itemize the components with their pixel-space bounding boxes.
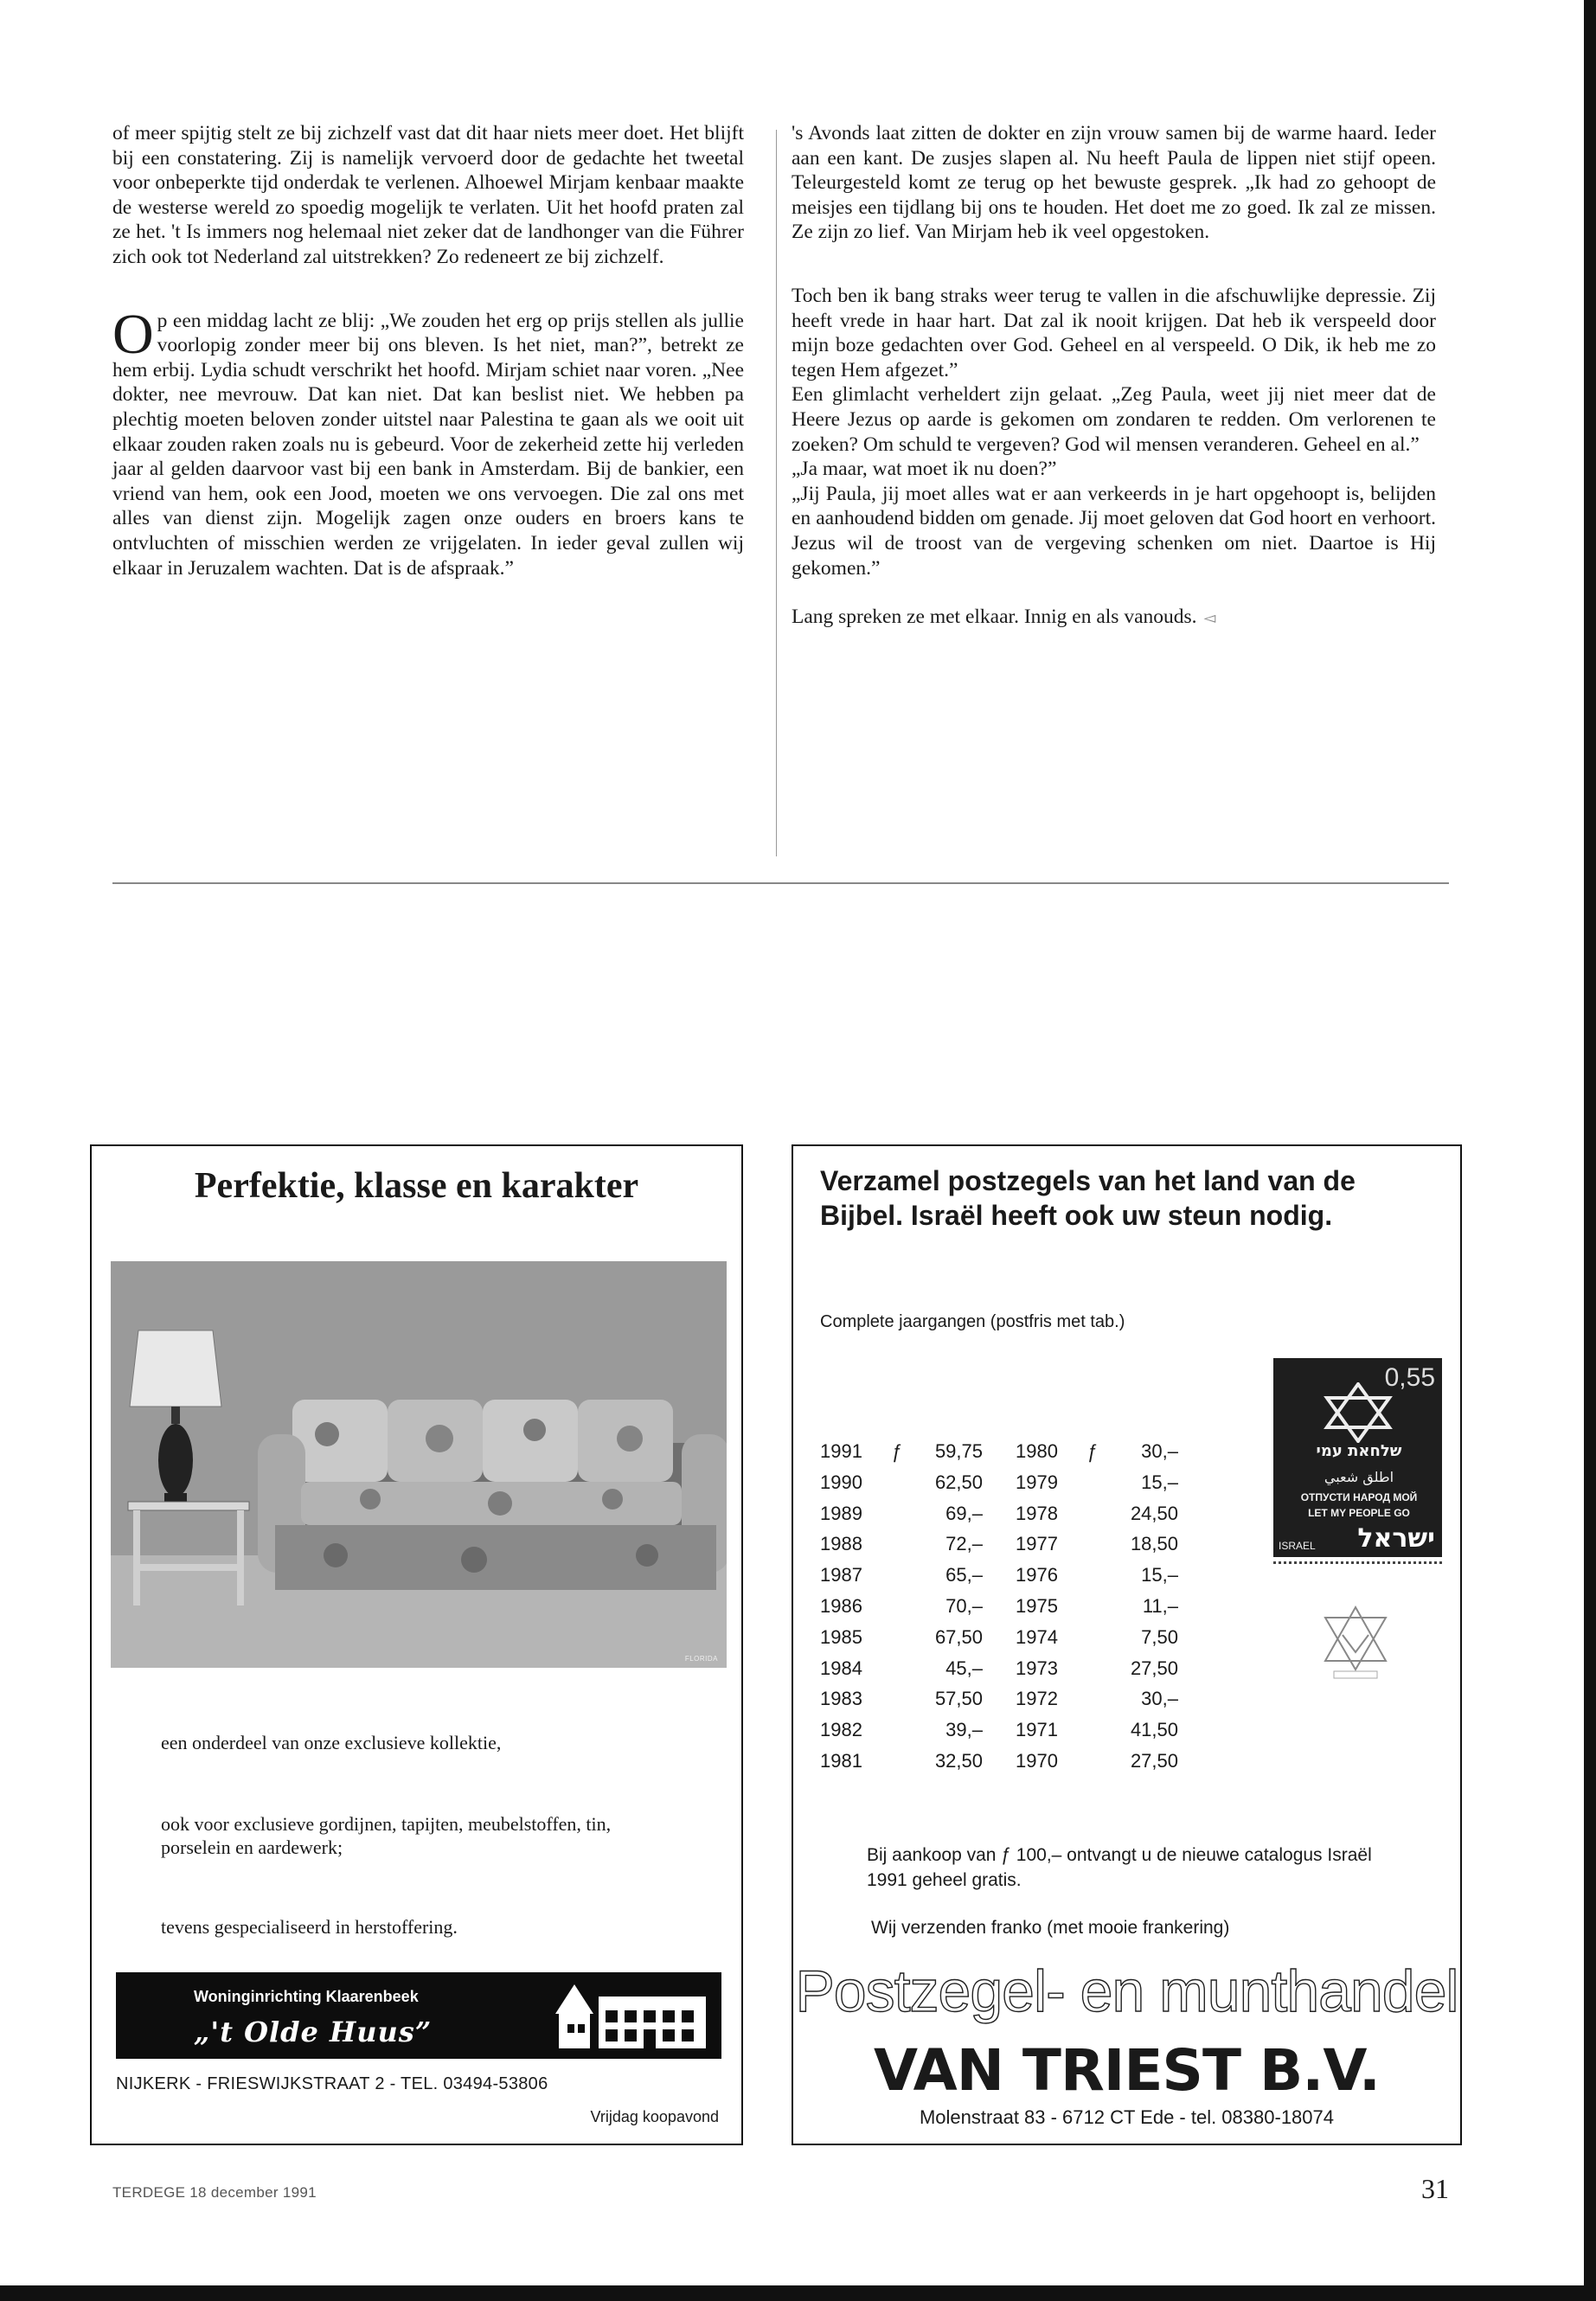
stamp-slogan: ОТПУСТИ НАРОД МОЙ LET MY PEOPLE GO [1300,1491,1418,1519]
stamp-denomination: 0,55 [1384,1363,1435,1392]
article-column-right [792,121,1436,631]
article-paragraph: „Jij Paula, jij moet alles wat er aan verkeerds in je hart opgehoopt is, belijden en aanhoudend bidden om genade. Jij moet geloven dat God hoort en verhoort. Jezus wil de troost van de vergeving schenken om niet. Daartoe is Hij gekomen.” [792,482,1436,580]
price-cell: 41,50 [1130,1719,1178,1741]
year-cell: 1991 [820,1440,862,1462]
price-cell: 30,– [1141,1440,1178,1462]
article-paragraph [112,302,744,581]
price-cell: 65,– [945,1564,983,1586]
stamp-advertisement [792,1144,1462,2145]
year-cell: 1981 [820,1749,862,1772]
year-cell: 1989 [820,1502,862,1524]
shop-address: Molenstraat 83 - 6712 CT Ede - tel. 08380-18074 [919,2106,1334,2128]
article-column-left [112,121,744,580]
currency-cell [1086,1564,1102,1595]
currency-cell [1086,1595,1102,1626]
ad-text-line: tevens gespecialiseerd in herstoffering. [161,1916,458,1938]
shopping-evening: Vrijdag koopavond [590,2108,719,2125]
price-table [820,1440,1178,1781]
year-cell: 1971 [1016,1719,1058,1741]
currency-cell: ƒ [1086,1440,1098,1462]
year-cell: 1973 [1016,1657,1058,1679]
sofa-illustration [111,1261,727,1668]
year-cell: 1990 [820,1471,862,1493]
article-paragraph: of meer spijtig stelt ze bij zichzelf vast dat dit haar niets meer doet. Het blijft bij een constatering. Zij is namelijk vervoerd door de gedachte het tweetal voor onbeperkte tijd onderdak te verlenen. Alhoewel Mirjam kenbaar maakte de westerse wereld zo spoedig mogelijk te verlaten. Uit het hoofd praten zal ze het. 't Is immers nog helemaal niet zeker dat de landhonger van die Führer zich ook tot Nederland zal uitstrekken? Zo redeneert ze bij zichzelf. [112,122,744,268]
price-cell: 39,– [945,1719,983,1741]
end-mark-icon: ◅ [1203,609,1216,627]
price-cell: 27,50 [1130,1749,1178,1772]
shop-name: VAN TRIEST B.V. [874,2037,1380,2104]
price-cell: 72,– [945,1533,983,1555]
price-cell: 15,– [1141,1471,1178,1493]
currency-cell [891,1503,907,1534]
price-row [820,1657,1178,1689]
article-paragraph: Een glimlacht verheldert zijn gelaat. „Zeg Paula, weet jij niet meer dat de Heere Jezus op aarde is gekomen om zondaren te redden. Om verlorenen te zoeken? Om schuld te vergeven? God wil mensen veranderen. Geheel en al.” [792,383,1436,456]
ad-subtitle: Complete jaargangen (postfris met tab.) [820,1312,1125,1331]
price-cell: 27,50 [1130,1657,1178,1679]
article-paragraph: „Ja maar, wat moet ik nu doen?” [792,458,1057,481]
year-cell: 1980 [1016,1440,1058,1462]
article-paragraph: 's Avonds laat zitten de dokter en zijn vrouw samen bij de warme haard. Ieder aan een kant. De zusjes slapen al. Nu heeft Paula de lippen niet stijf opeen. Teleurgesteld komt ze terug op het bewuste gesprek. „Ik had zo gehoopt de meisjes een tijdlang bij ons te houden. Het doet me zo goed. Ik zal ze missen. Ze zijn zo lief. Van Mirjam heb ik veel opgestoken. [792,122,1436,244]
furniture-advertisement [90,1144,743,2145]
year-cell: 1970 [1016,1749,1058,1772]
article-paragraph [792,605,1436,631]
paragraph-text: Lang spreken ze met elkaar. Innig en als vanouds. [792,606,1197,629]
year-cell: 1976 [1016,1564,1058,1586]
price-row [820,1440,1178,1471]
currency-cell [891,1471,907,1503]
price-cell: 32,50 [934,1749,983,1772]
price-row [820,1626,1178,1657]
price-cell: 15,– [1141,1564,1178,1586]
store-subtitle: Woninginrichting Klaarenbeek [194,1988,419,2005]
store-address: NIJKERK - FRIESWIJKSTRAAT 2 - TEL. 03494-53806 [116,2074,548,2093]
ad-headline: Perfektie, klasse en karakter [194,1166,639,1206]
year-cell: 1983 [820,1688,862,1710]
stamp-perforation [1273,1561,1442,1564]
price-row [820,1533,1178,1564]
scan-edge-right [1584,0,1596,2301]
price-row [820,1595,1178,1626]
price-cell: 59,75 [934,1440,983,1462]
paragraph-text: p een middag lacht ze blij: „We zouden het erg op prijs stellen als jullie voorlopig zonder meer bij ons bleven. Is het niet, man?”, betrekt ze hem erbij. Lydia schudt verschrikt het hoofd. Mirjam schiet naar voren. „Nee dokter, nee mevrouw. Dat kan niet. Dat kan beslist niet. We hebben pa plechtig moeten beloven zonder uitstel naar Palestina te gaan als we ooit uit elkaar zouden raken zoals nu is gebeurd. Voor de zekerheid zette hij verleden jaar al gelden daarvoor vast bij een bank in Amsterdam. Bij de bankier, een vriend van hem, ook een Jood, moeten we ons vervoegen. Die zal ons met alles van dienst zijn. Mogelijk zagen onze ouders en broers kans te ontvluchten of misschien werden ze vrijgelaten. In ieder geval zullen wij elkaar in Jeruzalem wachten. Dat is de afspraak.” [112,309,744,580]
currency-cell [891,1595,907,1626]
currency-cell [891,1533,907,1564]
hands-emblem-icon [1317,1600,1394,1687]
sofa-photo [111,1261,727,1668]
year-cell: 1978 [1016,1502,1058,1524]
stamp-country: ISRAEL [1279,1540,1316,1552]
currency-cell [1086,1533,1102,1564]
year-cell: 1986 [820,1594,862,1617]
price-row [820,1564,1178,1595]
price-row [820,1503,1178,1534]
year-cell: 1988 [820,1533,862,1555]
price-row [820,1750,1178,1781]
price-row [820,1719,1178,1750]
price-cell: 18,50 [1130,1533,1178,1555]
currency-cell [1086,1626,1102,1657]
year-cell: 1979 [1016,1471,1058,1493]
photo-credit: FLORIDA [684,1655,718,1663]
magazine-footer: TERDEGE 18 december 1991 [112,2184,317,2201]
currency-cell [1086,1657,1102,1689]
currency-cell [891,1626,907,1657]
drop-cap: O [112,302,154,366]
price-cell: 67,50 [934,1625,983,1648]
price-cell: 7,50 [1141,1625,1178,1648]
year-cell: 1987 [820,1564,862,1586]
price-cell: 62,50 [934,1471,983,1493]
year-cell: 1985 [820,1625,862,1648]
currency-cell [891,1564,907,1595]
catalogue-offer: Bij aankoop van ƒ 100,– ontvangt u de nieuwe catalogus Israël 1991 geheel gratis. [867,1845,1372,1890]
year-cell: 1972 [1016,1688,1058,1710]
house-icon [548,1979,713,2052]
currency-cell [1086,1750,1102,1781]
currency-cell [891,1657,907,1689]
star-of-david-icon [1324,1382,1393,1443]
ad-headline: Verzamel postzegels van het land van de Bijbel. Israël heeft ook uw steun nodig. [820,1165,1356,1231]
store-banner [116,1972,721,2059]
shipping-note: Wij verzenden franko (met mooie frankering) [871,1918,1230,1938]
currency-cell [891,1750,907,1781]
currency-cell [891,1688,907,1719]
ad-text-line: een onderdeel van onze exclusieve kollektie, [161,1732,502,1753]
store-name: „'t Olde Huus” [194,2016,433,2048]
israel-stamp [1273,1358,1442,1557]
year-cell: 1974 [1016,1625,1058,1648]
article-paragraph: Toch ben ik bang straks weer terug te vallen in die afschuwlijke depressie. Zij heeft vrede in haar hart. Dat zal ik nooit krijgen. Dat heb ik verspeeld door mijn boze gedachten over God. Geheel en al verspeeld. O Dik, ik heb me zo tegen Hem afgezet.” [792,284,1436,381]
price-cell: 70,– [945,1594,983,1617]
year-cell: 1977 [1016,1533,1058,1555]
shop-type: Postzegel- en munthandel [795,1958,1458,2024]
price-cell: 24,50 [1130,1502,1178,1524]
price-cell: 30,– [1141,1688,1178,1710]
stamp-arabic-text: اطلق شعبي [1324,1469,1394,1485]
year-cell: 1975 [1016,1594,1058,1617]
price-cell: 11,– [1142,1594,1178,1617]
currency-cell [1086,1719,1102,1750]
year-cell: 1982 [820,1719,862,1741]
price-row [820,1471,1178,1503]
price-cell: 57,50 [934,1688,983,1710]
currency-cell: ƒ [891,1440,902,1462]
price-cell: 45,– [945,1657,983,1679]
stamp-hebrew-text: שלחאת עמי [1316,1442,1402,1460]
currency-cell [891,1719,907,1750]
horizontal-rule [112,882,1449,884]
stamp-country-hebrew: ישראל [1357,1523,1435,1554]
ad-text-line: ook voor exclusieve gordijnen, tapijten, meubelstoffen, tin, porselein en aardewerk; [161,1813,612,1858]
price-cell: 69,– [945,1502,983,1524]
scan-edge-bottom [0,2285,1596,2301]
year-cell: 1984 [820,1657,862,1679]
price-row [820,1688,1178,1719]
page-number: 31 [1421,2173,1449,2204]
column-divider [776,130,777,856]
currency-cell [1086,1471,1102,1503]
currency-cell [1086,1503,1102,1534]
currency-cell [1086,1688,1102,1719]
